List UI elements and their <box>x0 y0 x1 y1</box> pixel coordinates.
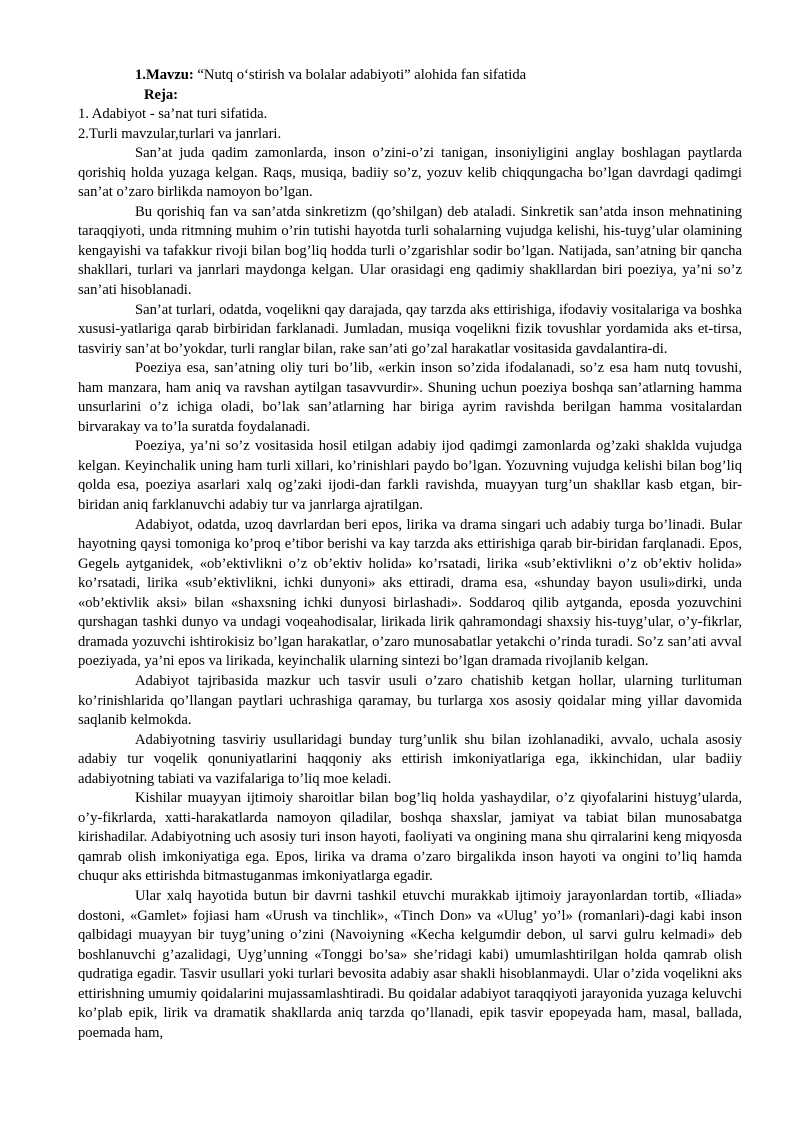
topic-label: 1.Mavzu: <box>135 67 194 83</box>
paragraph-7: Adabiyot tajribasida mazkur uch tasvir usuli o’zaro chatishib ketgan hollar, ularning turlituman ko’rinishlarida qo’llangan paytlari uchrashiga qaramay, bu turlarga xos asosiy qoidalar ming yillar davomida saqlanib kelmokda. <box>78 672 742 729</box>
paragraph-10: Ular xalq hayotida butun bir davrni tashkil etuvchi murakkab ijtimoiy jarayonlardan tortib, «Iliada» dostoni, «Gamlet» fojiasi ham «Urush va tinchlik», «Tinch Don» va «Ulug’ yo’l» (romanlari)-dagi kabi inson qalbidagi muayyan bir tuyg’uning o’zini (Navoiyning «Kecha kelgumdir debon, ul sarvi gulru kelmadi» deb boshlanuvchi g’azalidagi, Uyg’unning «Tonggi bo’sa» she’ridagi kabi) umumlashtirilgan holda qamrab olish qudratiga egadir. Tasvir usullari yoki turlari bevosita adabiy asar shakli hisoblanmaydi. Ular o’zida voqelikni aks ettirishning umumiy qoidalarini mujassamlashtiradi. Bu qoidalar adabiyot taraqqiyoti jarayonida yuzaga keluvchi ko’plab epik, lirik va dramatik shakllarda aniq tarzda qo’llanadi, epik tasvir epopeyada ham, masal, ballada, poemada ham, <box>78 887 742 1041</box>
paragraph-1: San’at juda qadim zamonlarda, inson o’zini-o’zi tanigan, insoniyligini anglay boshlagan paytlarda qorishiq holda yuzaga kelgan. Raqs, musiqa, badiiy so’z, yozuv kelib chiqqungacha bo’lgan davrdagi qadimgi san’at o’zaro birlikda namoyon bo’lgan. <box>78 145 742 201</box>
plan-heading: Reja: <box>144 86 179 103</box>
paragraph-6: Adabiyot, odatda, uzoq davrlardan beri epos, lirika va drama singari uch adabiy turga bo’linadi. Bular hayotning qaysi tomoniga ko’proq e’tibor berishi va kay tarzda aks ettirishiga qarab bir-biridan farqlanadi. Epos, Gegelь aytganidek, «ob’ektivlikni o’z ob’ektiv holida» ko’rsatadi, lirika «sub’ektivlikni o’z ob’ektiv holida» ko’rsatadi, lirika «sub’ektivlikni, ichki dunyoni» aks ettiradi, drama esa, «shunday bayon usuli»dirki, unda «ob’ektivlik aksi» bilan «shaxsning ichki dunyosi birlashadi». Soddaroq qilib aytganda, eposda yozuvchini qurshagan tashki dunyo va undagi voqeahodisalar, lirikada lirik qahramondagi shaxsiy his-tuyg’ular, o’y-fikrlar, dramada yozuvchi ishtirokisiz bo’lgan harakatlar, o’zaro munosabatlar yetakchi o’rinda turadi. So’z san’ati avval poeziyada, ya’ni epos va lirikada, keyinchalik ularning sintezi bo’lgan dramada rivojlanib kelgan. <box>78 516 742 670</box>
topic-text: “Nutq o‘stirish va bolalar adabiyoti” alohida fan sifatida <box>193 67 527 83</box>
paragraph-9: Kishilar muayyan ijtimoiy sharoitlar bilan bog’liq holda yashaydilar, o’z qiyofalarini histuyg’ularda, o’y-fikrlarda, xatti-harakatlarda namoyon qiladilar, boshqa shaxslar, jamiyat va tabiat bilan munosabatga kirishadilar. Adabiyotning uch asosiy turi inson hayoti, faoliyati va ongining mana shu qirralarini keng miqyosda qamrab olish imkoniyatiga ega. Epos, lirika va drama o’zaro birgalikda inson hayoti va ongini to’liq hamda chuqur aks ettirishda bitmastuganmas imkoniyatlarga egadir. <box>78 790 742 885</box>
plan-item-1: 1. Adabiyot - sa’nat turi sifatida. <box>78 106 268 123</box>
paragraph-2: Bu qorishiq fan va san’atda sinkretizm (qo’shilgan) deb ataladi. Sinkretik san’atda inson mehnatining taraqqiyoti, unda ritmning muhim o’rin tutishi hayotda turli sohalarning vujudga kelishi, his-tuyg’ular olamining kengayishi va tafakkur rivoji bilan bog’liq hodda turli o’zgarishlar sodir bo’lgan. Natijada, san’atning bir qancha shakllari, turlari va janrlari maydonga kelgan. Ular orasidagi eng qadimiy shakllardan biri poeziya, ya’ni so’z san’ati hisoblanadi. <box>78 203 742 299</box>
paragraph-3: San’at turlari, odatda, voqelikni qay darajada, qay tarzda aks ettirishiga, ifodaviy vositalariga va boshka xususi-yatlariga qarab birbiridan farklanadi. Jumladan, musiqa voqelikni fizik tovushlar yordamida aks et-tirsa, tasviriy san’at bo’yokdar, turli ranglar bilan, rake san’ati go’zal harakatlar vositasida gavdalantira-di. <box>78 301 742 357</box>
document-title <box>78 66 742 86</box>
paragraph-5: Poeziya, ya’ni so’z vositasida hosil etilgan adabiy ijod qadimgi zamonlarda og’zaki shaklda vujudga kelgan. Keyinchalik uning ham turli xillari, ko’rinishlari paydo bo’lgan. Yozuvning vujudga kelishi bilan bog’liq qolda esa, poeziya asarlari xalq og’zaki ijodi-dan farkli ravishda, muayyan turg’un shakllar kasb etgan, bir-biridan aniq farklanuvchi adabiy tur va janrlarga ajratilgan. <box>78 438 742 514</box>
document-page <box>78 66 742 1043</box>
plan-item-2: 2.Turli mavzular,turlari va janrlari. <box>78 125 282 142</box>
paragraph-8: Adabiyotning tasviriy usullaridagi bunday turg’unlik shu bilan izohlanadiki, avvalo, uchala asosiy adabiy tur voqelik qonuniyatlarini haqqoniy aks ettirish imkoniyatlariga ega, ikkinchidan, ular badiiy adabiyotning tabiati va vazifalariga to’liq moe keladi. <box>78 731 742 787</box>
paragraph-4: Poeziya esa, san’atning oliy turi bo’lib, «erkin inson so’zida ifodalanadi, so’z esa ham nutq tovushi, ham manzara, ham aniq va ravshan aytilgan tasavvurdir». Shuning uchun poeziya boshqa san’atlarning hamma unsurlarini o’z ichiga oladi, bo’lak san’atlarning har biriga ayrim ravishda berilgan hamma vositalardan birvarakay va to’la suratda foydalanadi. <box>78 360 742 435</box>
